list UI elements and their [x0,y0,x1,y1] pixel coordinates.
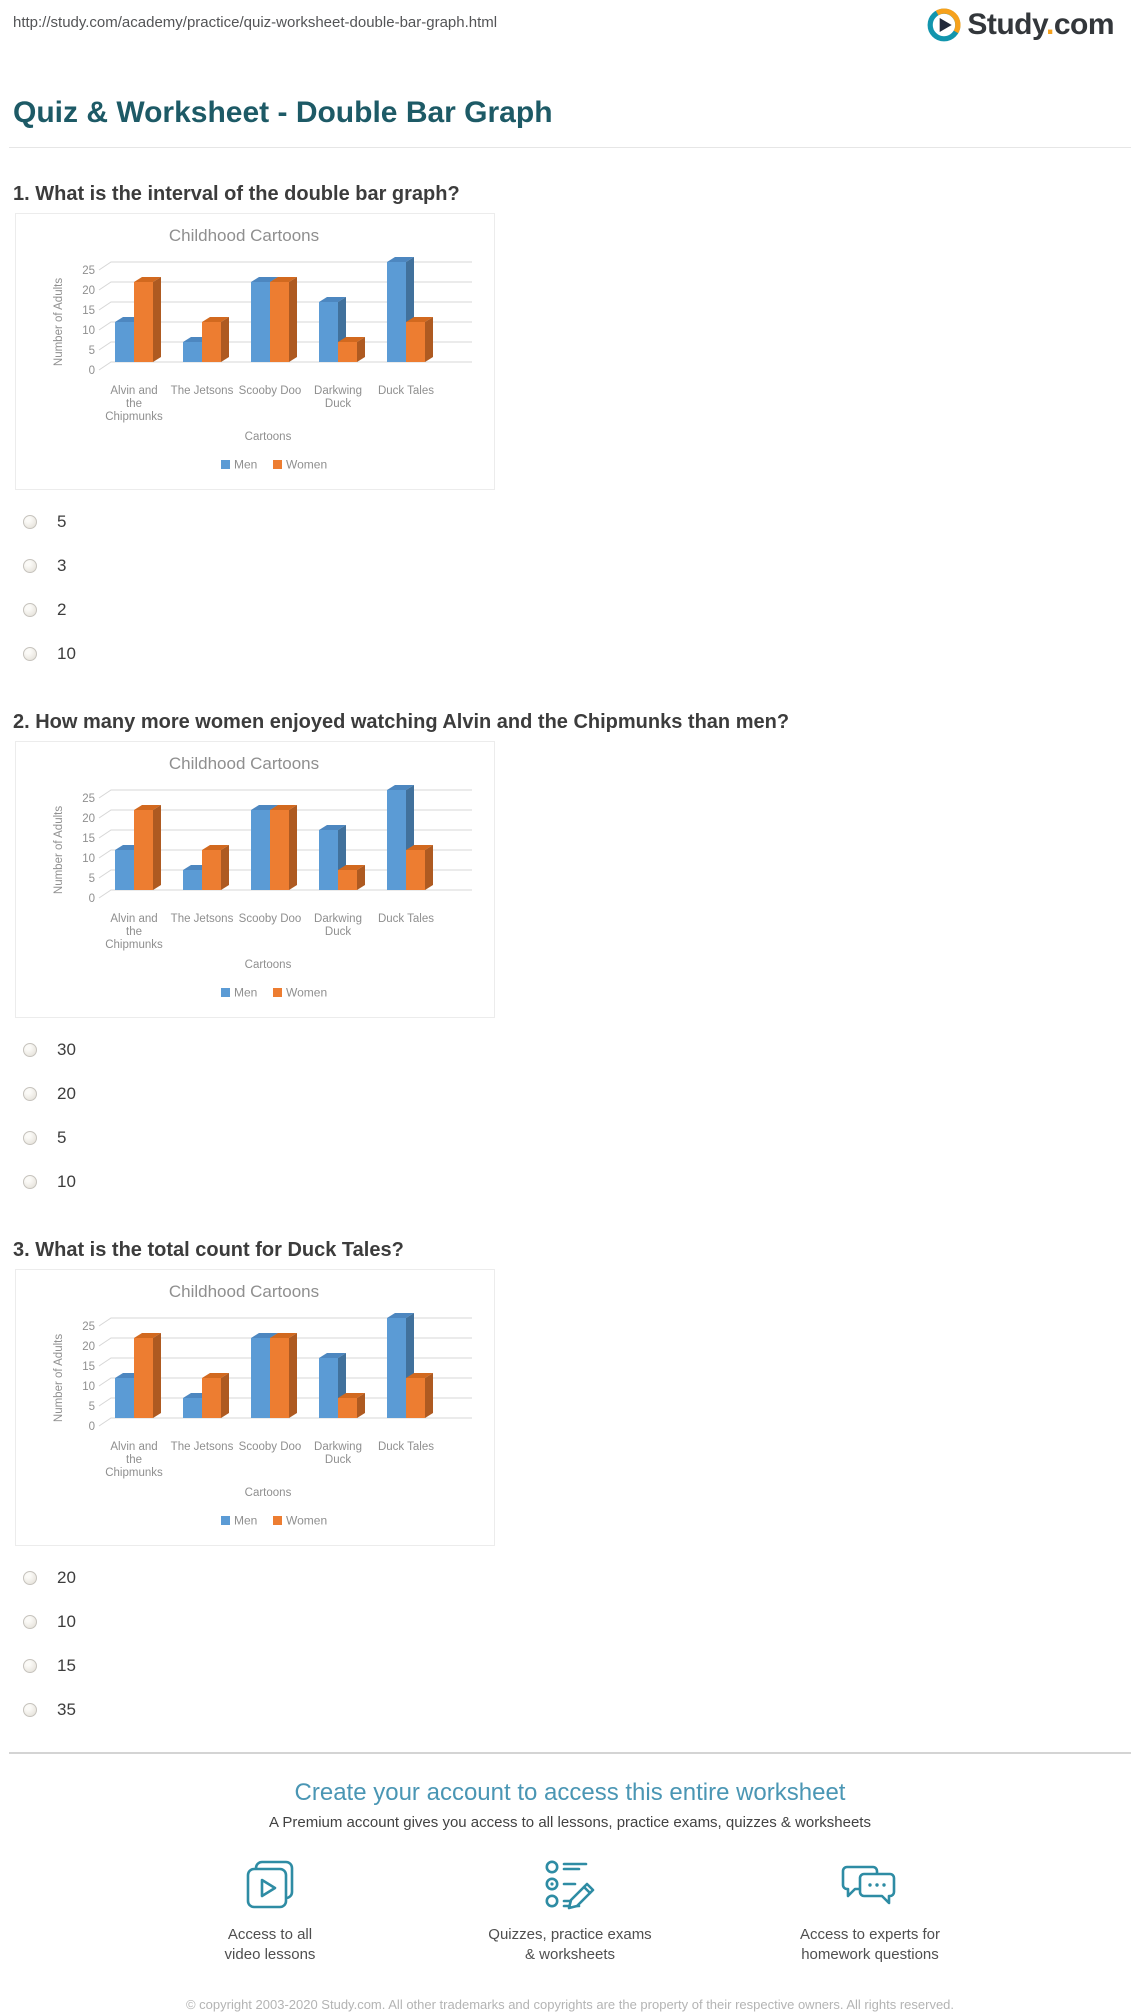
svg-text:The Jetsons: The Jetsons [170,385,234,397]
svg-text:Alvin and: Alvin and [110,913,158,925]
svg-text:the: the [126,926,142,938]
svg-text:The Jetsons: The Jetsons [170,1441,234,1453]
option-label[interactable]: 10 [57,1172,76,1191]
quiz-icon [539,1857,601,1915]
option-row[interactable] [0,1688,1140,1732]
option-radio[interactable] [23,1615,37,1629]
studycom-logo[interactable] [927,8,1114,42]
svg-text:Number of Adults: Number of Adults [53,277,65,367]
svg-text:Scooby Doo: Scooby Doo [238,385,302,397]
question-2-section [0,710,1140,1204]
title-divider [9,147,1131,148]
question-3-heading: 3. What is the total count for Duck Tales? [13,1239,404,1261]
feature-label: Quizzes, practice exams & worksheets [488,1926,652,1963]
option-label[interactable]: 30 [57,1040,76,1059]
svg-text:20: 20 [82,285,95,297]
option-row[interactable] [0,1600,1140,1644]
question-1-options [0,500,1140,676]
svg-text:15: 15 [82,1361,95,1373]
svg-text:the: the [126,398,142,410]
svg-text:10: 10 [82,1381,95,1393]
svg-text:10: 10 [82,853,95,865]
svg-text:Childhood Cartoons: Childhood Cartoons [168,754,320,773]
url-text: http://study.com/academy/practice/quiz-worksheet-double-bar-graph.html [13,14,498,31]
option-label[interactable]: 20 [57,1084,76,1103]
page-title: Quiz & Worksheet - Double Bar Graph [13,96,553,129]
svg-text:Women: Women [286,1513,328,1528]
copyright-text: © copyright 2003-2020 Study.com. All other trademarks and copyrights are the property of their respective owners. All rights reserved. [185,1997,955,2012]
svg-text:Chipmunks: Chipmunks [105,1467,163,1479]
option-row[interactable] [0,632,1140,676]
svg-text:Cartoons: Cartoons [244,431,292,443]
svg-text:Duck Tales: Duck Tales [377,1441,435,1453]
option-row[interactable] [0,1116,1140,1160]
feature-experts [760,1857,980,1965]
option-row[interactable] [0,1644,1140,1688]
svg-text:Duck: Duck [324,1454,352,1466]
option-label[interactable]: 15 [57,1656,76,1675]
svg-text:Duck: Duck [324,398,352,410]
svg-text:Darkwing: Darkwing [314,1441,362,1453]
svg-text:Women: Women [286,985,328,1000]
svg-text:Number of Adults: Number of Adults [53,805,65,895]
option-label[interactable]: 10 [57,644,76,663]
svg-text:25: 25 [82,793,95,805]
option-row[interactable] [0,544,1140,588]
option-radio[interactable] [23,1131,37,1145]
svg-text:Childhood Cartoons: Childhood Cartoons [168,1282,320,1301]
svg-text:Alvin and: Alvin and [110,1441,158,1453]
svg-text:10: 10 [82,325,95,337]
svg-text:Cartoons: Cartoons [244,959,292,971]
option-radio[interactable] [23,559,37,573]
svg-text:0: 0 [88,1421,95,1433]
feature-label: Access to all video lessons [224,1926,316,1963]
option-radio[interactable] [23,1571,37,1585]
option-label[interactable]: 35 [57,1700,76,1719]
option-label[interactable]: 3 [57,556,67,575]
question-1-heading: 1. What is the interval of the double bar graph? [13,183,460,205]
svg-text:Childhood Cartoons: Childhood Cartoons [168,226,320,245]
svg-text:Women: Women [286,457,328,472]
svg-text:Scooby Doo: Scooby Doo [238,1441,302,1453]
svg-text:Men: Men [234,457,258,472]
option-radio[interactable] [23,1703,37,1717]
option-label[interactable]: 5 [57,1128,67,1147]
svg-text:5: 5 [88,345,95,357]
option-row[interactable] [0,1072,1140,1116]
option-radio[interactable] [23,515,37,529]
option-row[interactable] [0,1556,1140,1600]
svg-text:15: 15 [82,833,95,845]
svg-text:Chipmunks: Chipmunks [105,939,163,951]
svg-text:Darkwing: Darkwing [314,385,362,397]
option-row[interactable] [0,1028,1140,1072]
question-1-section [0,182,1140,676]
feature-quizzes [460,1857,680,1965]
svg-text:Duck Tales: Duck Tales [377,385,435,397]
video-icon [239,1857,301,1915]
option-radio[interactable] [23,1175,37,1189]
footer-heading[interactable]: Create your account to access this entire worksheet [294,1779,846,1806]
double-bar-chart-image-3 [15,1269,495,1546]
option-label[interactable]: 10 [57,1612,76,1631]
option-radio[interactable] [23,1659,37,1673]
question-2-options [0,1028,1140,1204]
option-row[interactable] [0,1160,1140,1204]
svg-text:The Jetsons: The Jetsons [170,913,234,925]
svg-text:15: 15 [82,305,95,317]
svg-text:25: 25 [82,1321,95,1333]
logo-dot: . [1045,8,1054,41]
option-radio[interactable] [23,1043,37,1057]
double-bar-chart-image-1 [15,213,495,490]
footer-divider [9,1752,1131,1754]
option-row[interactable] [0,500,1140,544]
option-label[interactable]: 2 [57,600,67,619]
question-3-options [0,1556,1140,1732]
svg-text:Cartoons: Cartoons [244,1487,292,1499]
svg-text:Alvin and: Alvin and [110,385,158,397]
page-header [0,0,1140,58]
svg-text:Darkwing: Darkwing [314,913,362,925]
svg-text:Duck: Duck [324,926,352,938]
double-bar-chart-image-2 [15,741,495,1018]
question-2-heading: 2. How many more women enjoyed watching Alvin and the Chipmunks than men? [13,711,790,733]
svg-text:0: 0 [88,893,95,905]
svg-text:Men: Men [234,1513,258,1528]
svg-text:Men: Men [234,985,258,1000]
svg-text:Scooby Doo: Scooby Doo [238,913,302,925]
question-3-section [0,1238,1140,1732]
svg-text:20: 20 [82,813,95,825]
svg-text:5: 5 [88,1401,95,1413]
footer-subheading: A Premium account gives you access to all lessons, practice exams, quizzes & worksheets [269,1814,871,1831]
option-radio[interactable] [23,1087,37,1101]
studycom-logo-icon [927,8,961,42]
option-label[interactable]: 20 [57,1568,76,1587]
svg-text:the: the [126,1454,142,1466]
option-radio[interactable] [23,603,37,617]
option-radio[interactable] [23,647,37,661]
studycom-logo-text: Study.com [967,8,1114,41]
svg-text:5: 5 [88,873,95,885]
svg-text:0: 0 [88,365,95,377]
svg-text:25: 25 [82,265,95,277]
option-label[interactable]: 5 [57,512,67,531]
svg-text:Chipmunks: Chipmunks [105,411,163,423]
svg-text:20: 20 [82,1341,95,1353]
feature-video [160,1857,380,1965]
feature-label: Access to experts for homework questions [799,1926,941,1963]
svg-text:Duck Tales: Duck Tales [377,913,435,925]
option-row[interactable] [0,588,1140,632]
svg-text:Number of Adults: Number of Adults [53,1333,65,1423]
chat-icon [839,1857,901,1915]
features-row [0,1857,1140,1965]
